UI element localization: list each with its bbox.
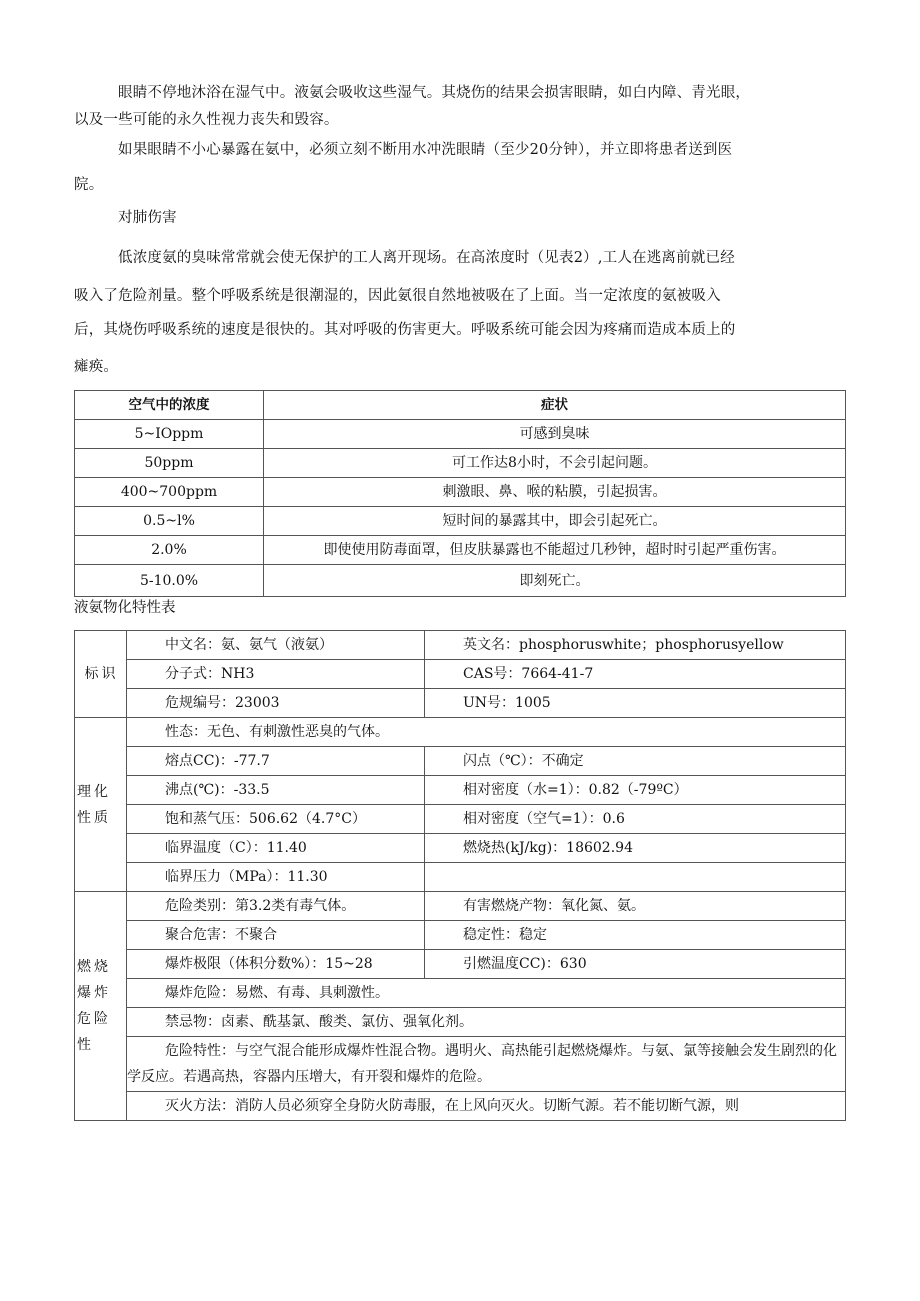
- cell: 0.5~l%: [75, 507, 264, 536]
- paragraph-line: 低浓度氨的臭味常常就会使无保护的工人离开现场。在高浓度时（见表2）,工人在逃离前就已经: [118, 250, 735, 266]
- properties-table: [74, 630, 846, 1121]
- section-label: 理化性质: [75, 718, 127, 892]
- cell: 分子式：NH3: [127, 660, 425, 689]
- cell: 50ppm: [75, 449, 264, 478]
- header-cell: 空气中的浓度: [75, 391, 264, 420]
- paragraph-line: 吸入了危险剂量。整个呼吸系统是很潮湿的，因此氨很自然地被吸在了上面。当一定浓度的氨被吸入: [74, 288, 721, 304]
- cell: 可工作达8小时，不会引起问题。: [264, 449, 846, 478]
- cell: 短时间的暴露其中，即会引起死亡。: [264, 507, 846, 536]
- cell: 英文名：phosphoruswhite；phosphorusyellow: [425, 631, 846, 660]
- empty-cell: [425, 863, 846, 892]
- cell: 即刻死亡。: [264, 565, 846, 597]
- paragraph-line: 瘫痪。: [74, 359, 119, 375]
- table-row: [75, 536, 846, 565]
- cell: 5-10.0%: [75, 565, 264, 597]
- cell: 有害燃烧产物：氧化氮、氨。: [425, 892, 846, 921]
- cell: 禁忌物：卤素、酰基氯、酸类、氯仿、强氧化剂。: [127, 1008, 846, 1037]
- paragraph-line: 眼睛不停地沐浴在湿气中。液氨会吸收这些湿气。其烧伤的结果会损害眼睛，如白内障、青光眼，: [118, 85, 751, 101]
- cell: 2.0%: [75, 536, 264, 565]
- paragraph-line: 以及一些可能的永久性视力丧失和毁容。: [74, 112, 339, 128]
- paragraph-line: 后，其烧伤呼吸系统的速度是很快的。其对呼吸的伤害更大。呼吸系统可能会因为疼痛而造成本质上的: [74, 322, 736, 338]
- cell: 可感到臭味: [264, 420, 846, 449]
- table-row: [75, 449, 846, 478]
- cell: 性态：无色、有刺激性恶臭的气体。: [127, 718, 846, 747]
- cell: 相对密度（空气=1）：0.6: [425, 805, 846, 834]
- cell: 400~700ppm: [75, 478, 264, 507]
- cell: 中文名：氨、氨气（液氨）: [127, 631, 425, 660]
- cell: UN号：1005: [425, 689, 846, 718]
- cell: 聚合危害：不聚合: [127, 921, 425, 950]
- cell: 饱和蒸气压：506.62（4.7°C）: [127, 805, 425, 834]
- cell: 即使使用防毒面罩，但皮肤暴露也不能超过几秒钟，超时时引起严重伤害。: [264, 536, 846, 565]
- paragraph-line: 院。: [74, 177, 104, 193]
- table-header-row: [75, 391, 846, 420]
- cell: 临界温度（C）：11.40: [127, 834, 425, 863]
- cell: 引燃温度CC)：630: [425, 950, 846, 979]
- cell: 危险类别：第3.2类有毒气体。: [127, 892, 425, 921]
- cell: 危规编号：23003: [127, 689, 425, 718]
- table-caption: 液氨物化特性表: [74, 600, 176, 616]
- section-label: 燃烧爆炸危险性: [75, 892, 127, 1121]
- cell: CAS号：7664-41-7: [425, 660, 846, 689]
- concentration-table: [74, 390, 846, 597]
- cell: 刺激眼、鼻、喉的粘膜，引起损害。: [264, 478, 846, 507]
- table-row: [75, 565, 846, 597]
- cell: 闪点（℃）：不确定: [425, 747, 846, 776]
- section-label: 标识: [75, 631, 127, 718]
- cell: 危险特性：与空气混合能形成爆炸性混合物。遇明火、高热能引起燃烧爆炸。与氨、氯等接触会发生剧烈的化学反应。若遇高热，容器内压增大，有开裂和爆炸的危险。: [127, 1037, 846, 1092]
- table-row: [75, 420, 846, 449]
- cell: 相对密度（水=1）：0.82（-79ºC）: [425, 776, 846, 805]
- cell: 稳定性：稳定: [425, 921, 846, 950]
- table-row: [75, 507, 846, 536]
- header-cell: 症状: [264, 391, 846, 420]
- table-row: [75, 478, 846, 507]
- cell: 熔点CC)：-77.7: [127, 747, 425, 776]
- cell: 沸点(℃)：-33.5: [127, 776, 425, 805]
- cell: 临界压力（MPa）：11.30: [127, 863, 425, 892]
- cell: 燃烧热(kJ/kg)：18602.94: [425, 834, 846, 863]
- cell: 爆炸危险：易燃、有毒、具刺激性。: [127, 979, 846, 1008]
- cell: 5~IOppm: [75, 420, 264, 449]
- section-heading: 对肺伤害: [118, 210, 177, 226]
- cell: 灭火方法：消防人员必须穿全身防火防毒服，在上风向灭火。切断气源。若不能切断气源，则: [127, 1092, 846, 1121]
- cell: 爆炸极限（体积分数%）：15~28: [127, 950, 425, 979]
- paragraph-line: 如果眼睛不小心暴露在氨中，必须立刻不断用水冲洗眼睛（至少20分钟），并立即将患者送到医: [118, 142, 733, 158]
